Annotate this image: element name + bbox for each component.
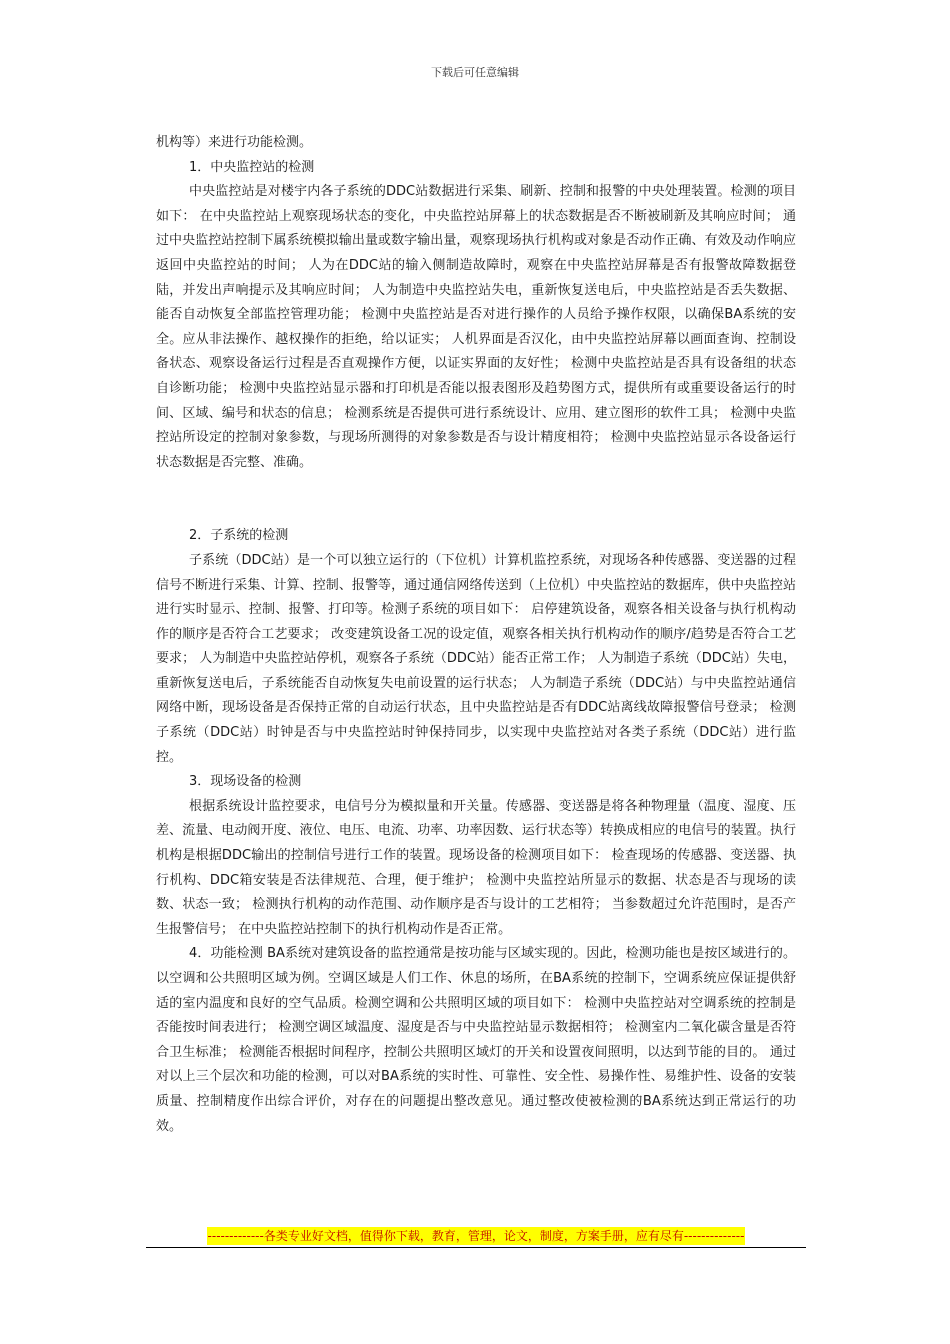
paragraph-spacer xyxy=(156,475,796,524)
section-2-heading: 2．子系统的检测 xyxy=(189,528,289,544)
footer-divider xyxy=(146,1247,806,1248)
section-4-paragraph: 4．功能检测 BA系统对建筑设备的监控通常是按功能与区域实现的。因此，检测功能也是按区域进行的。 以空调和公共照明区域为例。空调区域是人们工作、休息的场所，在BA系统的控制下，空调系统应保证提供舒适的室内温度和良好的空气品质。检测空调和公共照明区域的项目如下： 检测中央监控站对空调系统的控制是否能按时间表进行； 检测空调区域温度、湿度是否与中央监控站显示数据相符； 检测室内二氧化碳含量是否符合卫生标准； 检测能否根据时间程序，控制公共照明区域灯的开关和设置夜间照明，以达到节能的目的。 通过对以上三个层次和功能的检测，可以对BA系统的实时性、可靠性、安全性、易操作性、易维护性、设备的安装质量、控制精度作出综合评价，对存在的问题提出整改意见。通过整改使被检测的BA系统达到正常运行的功效。 xyxy=(156,946,796,1134)
page-header: 下载后可任意编辑 xyxy=(431,66,519,79)
section-1-paragraph: 中央监控站是对楼宇内各子系统的DDC站数据进行采集、刷新、控制和报警的中央处理装置。检测的项目如下： 在中央监控站上观察现场状态的变化，中央监控站屏幕上的状态数据是否不断被刷新及其响应时间； 通过中央监控站控制下属系统模拟输出量或数字输出量，观察现场执行机构或对象是否动作正确、有效及动作响应返回中央监控站的时间； 人为在DDC站的输入侧制造故障时，观察在中央监控站屏幕是否有报警故障数据登陆，并发出声响提示及其响应时间； 人为制造中央监控站失电，重新恢复送电后，中央监控站是否丢失数据、能否自动恢复全部监控管理功能； 检测中央监控站是否对进行操作的人员给予操作权限，以确保BA系统的安全。应从非法操作、越权操作的拒绝，给以证实； 人机界面是否汉化，由中央监控站屏幕以画面查询、控制设备状态、观察设备运行过程是否直观操作方便，以证实界面的友好性； 检测中央监控站是否具有设备组的状态自诊断功能； 检测中央监控站显示器和打印机是否能以报表图形及趋势图方式，提供所有或重要设备运行的时间、区域、编号和状态的信息； 检测系统是否提供可进行系统设计、应用、建立图形的软件工具； 检测中央监控站所设定的控制对象参数，与现场所测得的对象参数是否与设计精度相符； 检测中央监控站显示各设备运行状态数据是否完整、准确。 xyxy=(156,184,796,470)
page-footer xyxy=(146,1225,806,1248)
section-2-paragraph: 子系统（DDC站）是一个可以独立运行的（下位机）计算机监控系统，对现场各种传感器、变送器的过程信号不断进行采集、计算、控制、报警等，通过通信网络传送到（上位机）中央监控站的数据库，供中央监控站进行实时显示、控制、报警、打印等。检测子系统的项目如下： 启停建筑设备，观察各相关设备与执行机构动作的顺序是否符合工艺要求； 改变建筑设备工况的设定值，观察各相关执行机构动作的顺序/趋势是否符合工艺要求； 人为制造中央监控站停机，观察各子系统（DDC站）能否正常工作； 人为制造子系统（DDC站）失电，重新恢复送电后，子系统能否自动恢复失电前设置的运行状态； 人为制造子系统（DDC站）与中央监控站通信网络中断，现场设备是否保持正常的自动运行状态，且中央监控站是否有DDC站离线故障报警信号登录； 检测子系统（DDC站）时钟是否与中央监控站时钟保持同步，以实现中央监控站对各类子系统（DDC站）进行监控。 xyxy=(156,552,796,765)
section-3-paragraph: 根据系统设计监控要求，电信号分为模拟量和开关量。传感器、变送器是将各种物理量（温度、湿度、压差、流量、电动阀开度、液位、电压、电流、功率、功率因数、运行状态等）转换成相应的电信号的装置。执行机构是根据DDC输出的控制信号进行工作的装置。现场设备的检测项目如下： 检查现场的传感器、变送器、执行机构、DDC箱安装是否法律规范、合理，便于维护； 检测中央监控站所显示的数据、状态是否与现场的读数、状态一致； 检测执行机构的动作范围、动作顺序是否与设计的工艺相符； 当参数超过允许范围时，是否产生报警信号； 在中央监控站控制下的执行机构动作是否正常。 xyxy=(156,798,796,937)
footer-banner: -------------各类专业好文档，值得你下载，教育，管理，论文，制度，方案手册，应有尽有-------------- xyxy=(207,1229,745,1243)
section-1-heading: 1．中央监控站的检测 xyxy=(189,159,315,175)
section-3-heading: 3．现场设备的检测 xyxy=(189,774,302,790)
document-body xyxy=(156,131,796,1139)
intro-paragraph: 机构等）来进行功能检测。 xyxy=(156,135,313,150)
